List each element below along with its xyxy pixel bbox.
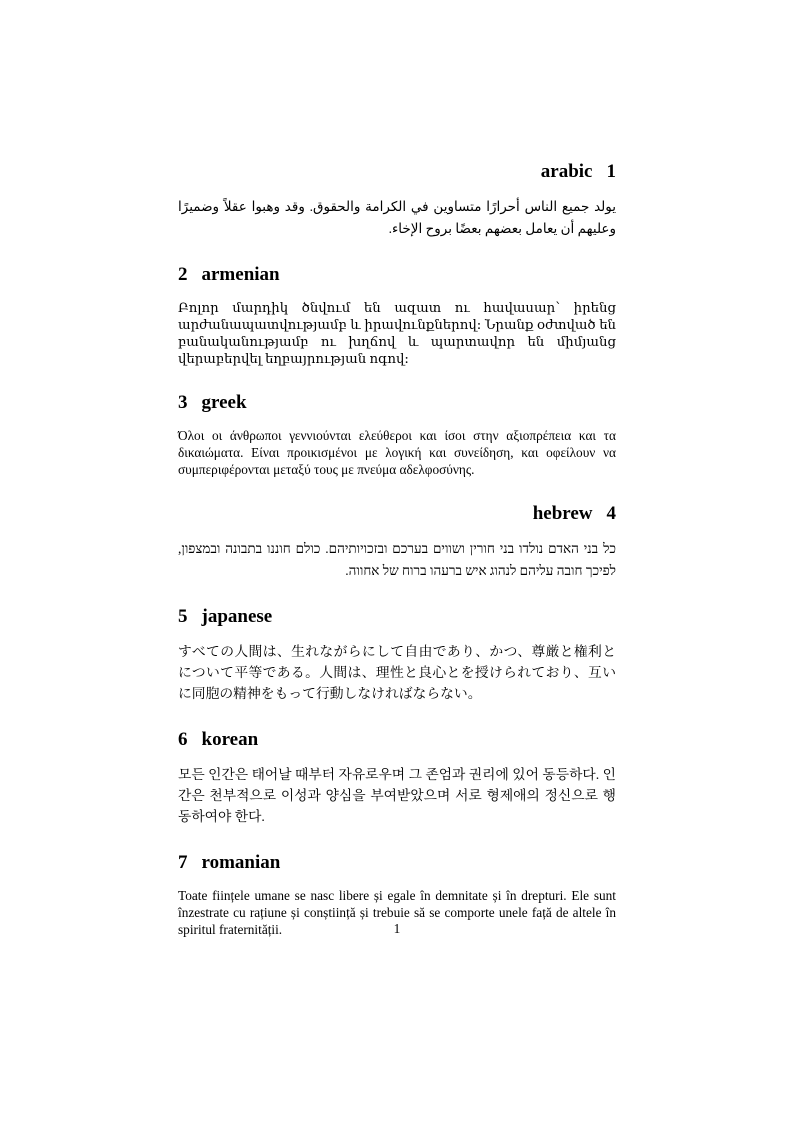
section-title: hebrew xyxy=(532,503,593,524)
section-arabic xyxy=(178,161,616,239)
section-heading xyxy=(178,392,616,414)
section-text: Բոլոր մարդիկ ծնվում են ազատ ու հավասար՝ իրենց արժանապատվությամբ և իրավունքներով։ Նրանք օժտված են բանականությամբ ու խղճով և պարտավոր են միմյանց վերաբերվել եղբայրության ոգով։ xyxy=(178,300,616,366)
section-heading xyxy=(178,161,616,183)
section-number: 3 xyxy=(178,392,188,413)
section-heading xyxy=(178,852,616,874)
section-title: romanian xyxy=(201,852,281,873)
section-number: 5 xyxy=(178,606,188,627)
section-heading xyxy=(178,503,616,525)
section-number: 4 xyxy=(606,503,616,524)
section-hebrew xyxy=(178,503,616,581)
section-greek xyxy=(178,392,616,478)
section-title: armenian xyxy=(201,264,280,285)
section-number: 2 xyxy=(178,264,188,285)
section-title: greek xyxy=(201,392,247,413)
section-japanese xyxy=(178,606,616,704)
section-text: すべての人間は、生れながらにして自由であり、かつ、尊厳と権利とについて平等である。人間は、理性と良心とを授けられており、互いに同胞の精神をもって行動しなければならない。 xyxy=(178,644,616,701)
section-number: 1 xyxy=(606,161,616,182)
text-block xyxy=(178,161,616,938)
section-heading xyxy=(178,729,616,751)
section-armenian xyxy=(178,264,616,367)
section-text: Όλοι οι άνθρωποι γεννιούνται ελεύθεροι και ίσοι στην αξιοπρέπεια και τα δικαιώματα. Είναι προικισμένοι με λογική και συνείδηση, και οφείλουν να συμπεριφέρονται μεταξύ τους με πνεύμα αδελφοσύνης. xyxy=(178,428,616,477)
section-text: Toate ființele umane se nasc libere și egale în demnitate și în drepturi. Ele sunt înzestrate cu rațiune și conștiință și trebuie să se comporte unele față de altele în spiritul fraternității. xyxy=(178,888,616,937)
section-text: 모든 인간은 태어날 때부터 자유로우며 그 존엄과 권리에 있어 동등하다. 인간은 천부적으로 이성과 양심을 부여받았으며 서로 형제애의 정신으로 행동하여야 한다. xyxy=(178,767,616,824)
section-number: 6 xyxy=(178,729,188,750)
section-number: 7 xyxy=(178,852,188,873)
section-korean xyxy=(178,729,616,827)
page-number: 1 xyxy=(393,921,401,936)
section-title: korean xyxy=(201,729,259,750)
section-title: japanese xyxy=(201,606,273,627)
section-text: כל בני האדם נולדו בני חורין ושווים בערכם ובזכויותיהם. כולם חוננו בתבונה ובמצפון, לפיכך חובה עליהם לנהוג איש ברעהו ברוח של אחווה. xyxy=(178,541,616,578)
section-text: يولد جميع الناس أحرارًا متساوين في الكرامة والحقوق. وقد وهبوا عقلاً وضميرًا وعليهم أن يعامل بعضهم بعضًا بروح الإخاء. xyxy=(178,199,616,236)
section-heading xyxy=(178,264,616,286)
section-title: arabic xyxy=(540,161,593,182)
section-heading xyxy=(178,606,616,628)
